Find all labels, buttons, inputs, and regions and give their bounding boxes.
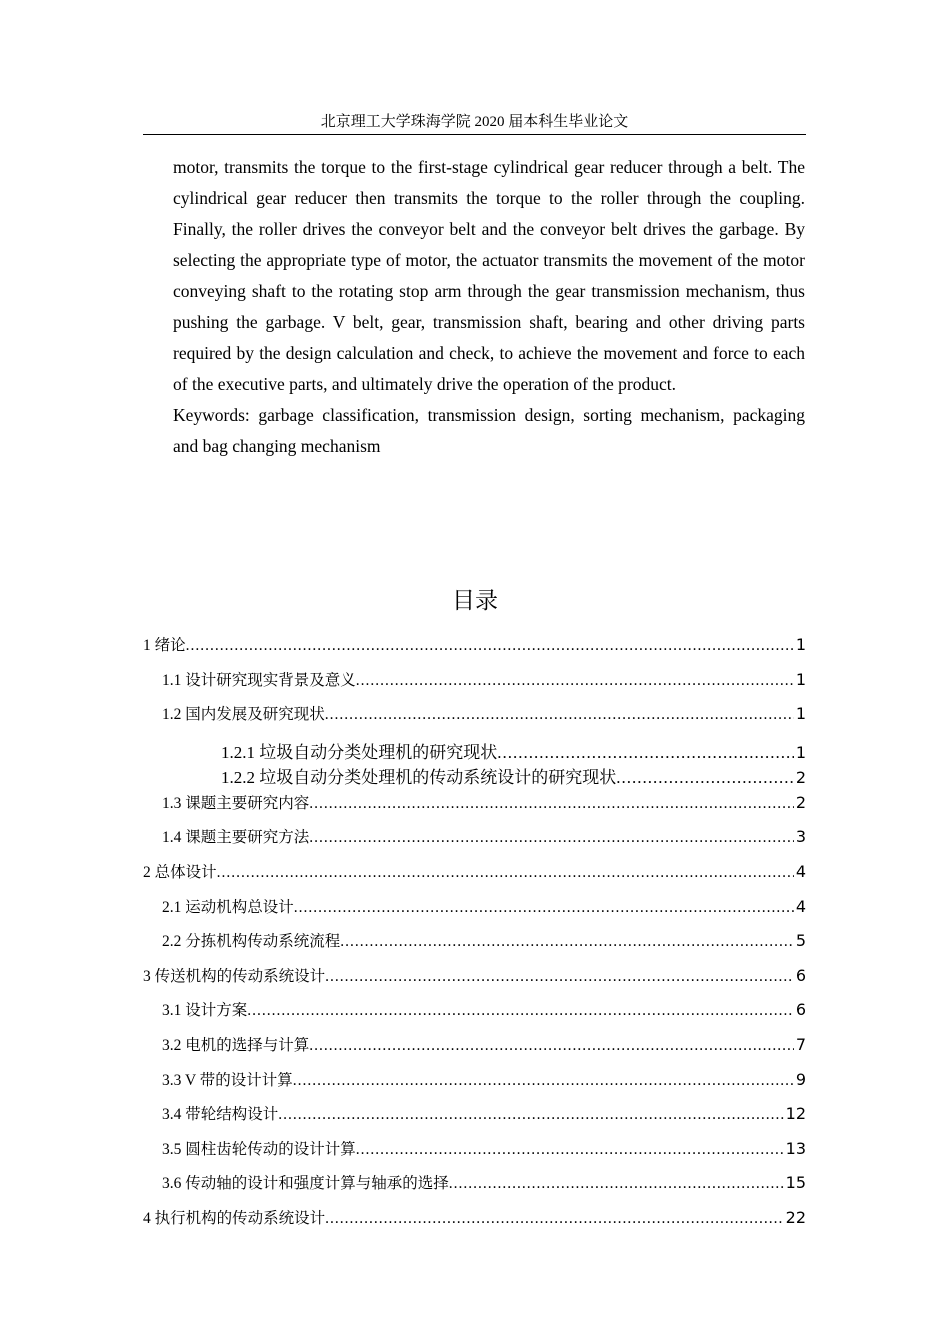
toc-leader-dots — [356, 1136, 784, 1164]
toc-entry-page: 6 — [795, 1000, 806, 1020]
toc-leader-dots — [325, 963, 794, 991]
toc-entry-label: 3.2 电机的选择与计算 — [162, 1036, 310, 1054]
toc-entry-page: 1 — [795, 635, 806, 654]
toc-leader-dots — [293, 1067, 794, 1095]
toc-entry-label: 1.1 设计研究现实背景及意义 — [162, 671, 356, 689]
toc-entry[interactable] — [143, 631, 806, 666]
toc-title — [0, 586, 950, 616]
toc-leader-dots — [309, 1032, 794, 1060]
toc-entry-page: 2 — [795, 792, 806, 812]
toc-entry[interactable] — [143, 893, 806, 928]
toc-entry-label: 3.6 传动轴的设计和强度计算与轴承的选择 — [162, 1175, 449, 1193]
toc-entry-page: 7 — [795, 1034, 806, 1054]
toc-entry-label: 3.5 圆柱齿轮传动的设计计算 — [162, 1140, 356, 1158]
toc-entry[interactable] — [143, 1135, 806, 1170]
toc-entry-label: 1.4 课题主要研究方法 — [162, 829, 310, 847]
toc-leader-dots — [356, 667, 794, 695]
toc-entry[interactable] — [143, 739, 806, 764]
toc-entry[interactable] — [143, 1031, 806, 1066]
toc-entry-page: 4 — [795, 896, 806, 916]
abstract-section — [173, 152, 805, 462]
toc-entry-page: 3 — [795, 827, 806, 847]
toc-entry-page: 4 — [795, 861, 806, 881]
toc-entry[interactable] — [143, 1169, 806, 1204]
toc-entry[interactable] — [143, 666, 806, 701]
toc-entry-label: 1 绪论 — [143, 637, 186, 654]
toc-title-text: 目录 — [452, 588, 498, 614]
toc-entry-label: 3.4 带轮结构设计 — [162, 1106, 279, 1124]
toc-entry-label: 1.2.1 垃圾自动分类处理机的研究现状 — [221, 742, 498, 762]
toc-entry[interactable] — [143, 764, 806, 789]
table-of-contents — [143, 631, 806, 1239]
toc-entry[interactable] — [143, 1204, 806, 1239]
toc-entry[interactable] — [143, 858, 806, 893]
toc-entry[interactable] — [143, 927, 806, 962]
abstract-paragraph: motor, transmits the torque to the first-stage cylindrical gear reducer through a belt. The cylindrical gear reducer then transmits the torque to the roller through the coupling. Finally, the roller drives the conveyor belt and the conveyor belt drives the garbage. By selecting the appropriate type of motor, the actuator transmits the movement of the motor conveying shaft to the rotating stop arm through the gear transmission mechanism, thus pushing the garbage. V belt, gear, transmission shaft, bearing and other driving parts required by the design calculation and check, to achieve the movement and force to each of the executive parts, and ultimately drive the operation of the product. — [173, 157, 805, 394]
toc-entry-label: 4 执行机构的传动系统设计 — [143, 1209, 326, 1227]
toc-entry-label: 2.1 运动机构总设计 — [162, 898, 294, 916]
toc-leader-dots — [340, 928, 794, 956]
toc-entry[interactable] — [143, 823, 806, 858]
toc-leader-dots — [186, 632, 794, 660]
toc-entry-label: 3.1 设计方案 — [162, 1002, 248, 1020]
toc-entry[interactable] — [143, 1066, 806, 1101]
toc-entry-page: 15 — [785, 1173, 806, 1193]
toc-entry-page: 1 — [795, 742, 806, 762]
toc-entry-page: 1 — [795, 704, 806, 724]
toc-entry-page: 22 — [785, 1207, 806, 1227]
toc-leader-dots — [309, 824, 794, 852]
keywords-line: Keywords: garbage classification, transmission design, sorting mechanism, packaging and bag changing mechanism — [173, 405, 805, 456]
toc-entry-page: 9 — [795, 1069, 806, 1089]
toc-entry-label: 3 传送机构的传动系统设计 — [143, 967, 326, 985]
toc-leader-dots — [217, 859, 794, 887]
toc-leader-dots — [325, 701, 794, 729]
toc-entry-page: 13 — [785, 1138, 806, 1158]
toc-entry-label: 2.2 分拣机构传动系统流程 — [162, 933, 341, 951]
toc-entry[interactable] — [143, 1100, 806, 1135]
toc-leader-dots — [497, 739, 794, 764]
toc-entry-page: 6 — [795, 965, 806, 985]
toc-leader-dots — [294, 894, 794, 922]
toc-entry-label: 2 总体设计 — [143, 863, 217, 881]
toc-leader-dots — [616, 764, 794, 789]
toc-entry-label: 1.3 课题主要研究内容 — [162, 794, 310, 812]
toc-leader-dots — [309, 790, 794, 818]
toc-entry-label: 3.3 V 带的设计计算 — [162, 1071, 293, 1089]
toc-entry-label: 1.2 国内发展及研究现状 — [162, 706, 325, 724]
toc-entry[interactable] — [143, 996, 806, 1031]
toc-entry[interactable] — [143, 700, 806, 735]
toc-leader-dots — [325, 1205, 784, 1233]
toc-entry-page: 1 — [795, 669, 806, 689]
toc-leader-dots — [278, 1101, 783, 1129]
toc-leader-dots — [247, 997, 794, 1025]
page-header: 北京理工大学珠海学院 2020 届本科生毕业论文 — [143, 112, 806, 135]
toc-entry-label: 1.2.2 垃圾自动分类处理机的传动系统设计的研究现状 — [221, 767, 617, 787]
toc-entry[interactable] — [143, 962, 806, 997]
toc-entry-page: 12 — [785, 1104, 806, 1124]
toc-leader-dots — [449, 1170, 784, 1198]
toc-entry-page: 5 — [795, 931, 806, 951]
toc-entry[interactable] — [143, 789, 806, 824]
toc-entry-page: 2 — [795, 767, 806, 787]
